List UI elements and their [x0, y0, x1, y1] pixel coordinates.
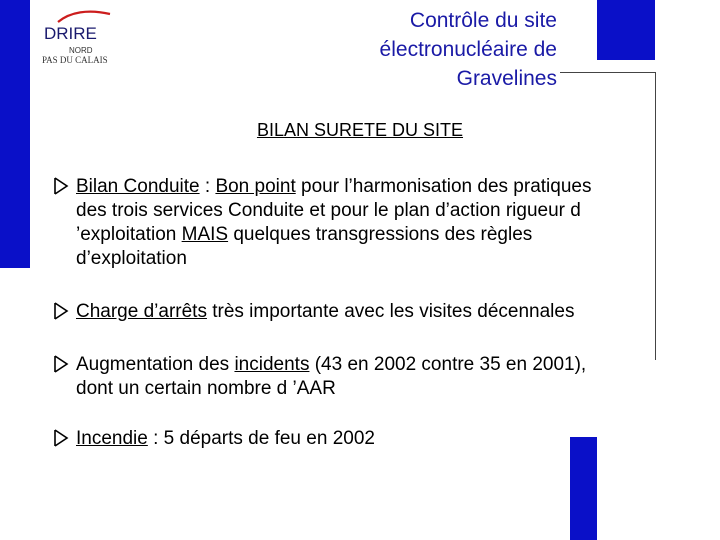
logo-brand: DRIRE: [44, 24, 97, 43]
title-line-3: Gravelines: [456, 67, 557, 90]
bullet-text-part: très importante avec les visites décennales: [206, 301, 575, 322]
bullet-item: [52, 427, 612, 451]
logo-line2: NORD: [69, 46, 93, 55]
bullet-text-part: (43 en 2002 contre 35 en 2001), dont un certain nombre d ’AAR: [76, 354, 587, 399]
arrow-right-icon: [52, 300, 70, 329]
arrow-right-icon: [52, 427, 70, 456]
section-heading: [0, 120, 720, 141]
bullet-text-part: :: [199, 176, 216, 197]
title-line-2: électronucléaire de: [379, 38, 557, 61]
bullet-text-part: Bilan Conduite: [76, 176, 200, 197]
bullet-text-part: Bon point: [215, 176, 296, 197]
arrow-right-icon: [52, 353, 70, 382]
bullet-list: [52, 175, 612, 475]
bullet-text-part: pour l’harmonisation des pratiques des trois services Conduite et pour le plan d’action rigueur d ’exploitation: [76, 176, 592, 245]
bullet-item: [52, 175, 612, 271]
bullet-text-part: incidents: [234, 354, 310, 375]
top-right-blue-block: [597, 0, 655, 60]
frame-line-horizontal: [560, 72, 656, 73]
frame-line-vertical: [655, 72, 656, 360]
bullet-item: [52, 353, 612, 401]
bullet-text-part: : 5 départs de feu en 2002: [147, 428, 375, 449]
section-heading-text: BILAN SURETE DU SITE: [256, 120, 464, 140]
arrow-right-icon: [52, 175, 70, 204]
bullet-item: [52, 300, 612, 324]
drire-logo: [40, 10, 120, 70]
title-line-1: Contrôle du site: [409, 9, 557, 32]
bullet-text-part: MAIS: [181, 224, 229, 245]
bullet-text-part: Augmentation des: [76, 354, 235, 375]
bullet-text-part: quelques transgressions des règles d’exploitation: [76, 224, 533, 269]
logo-line3: PAS DU CALAIS: [42, 55, 108, 65]
bullet-text-part: Charge d’arrêts: [76, 301, 207, 322]
bullet-text-part: Incendie: [76, 428, 148, 449]
page-title: [380, 6, 557, 93]
logo-swoosh: [58, 12, 110, 22]
